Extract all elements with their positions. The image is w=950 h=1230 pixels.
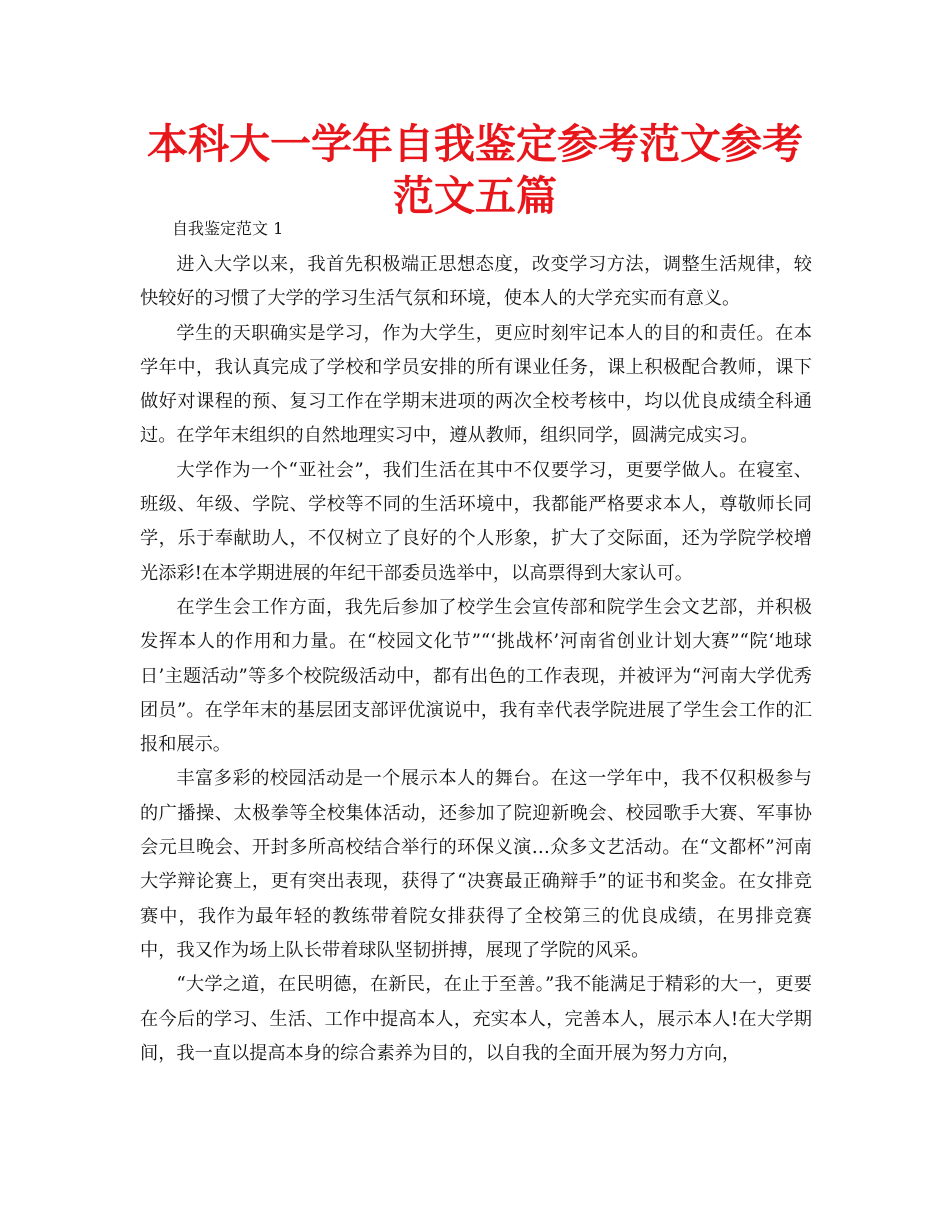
document-title: 本科大一学年自我鉴定参考范文参考范文五篇 xyxy=(147,120,803,220)
paragraph: 丰富多彩的校园活动是一个展示本人的舞台。在这一学年中，我不仅积极参与的广播操、太极拳等全校集体活动，还参加了院迎新晚会、校园歌手大赛、军事协会元旦晚会、开封多所高校结合举行的环保义演…众多文艺活动。在“文都杯”河南大学辩论赛上，更有突出表现，获得了“决赛最正确辩手”的证书和奖金。在女排竞赛中，我作为最年轻的教练带着院女排获得了全校第三的优良成绩，在男排竞赛中，我又作为场上队长带着球队坚韧拼搏，展现了学院的风采。 xyxy=(140,768,812,961)
paragraph: 学生的天职确实是学习，作为大学生，更应时刻牢记本人的目的和责任。在本学年中，我认真完成了学校和学员安排的所有课业任务，课上积极配合教师，课下做好对课程的预、复习工作在学期末进项的两次全校考核中，均以优良成绩全科通过。在学年末组织的自然地理实习中，遵从教师，组织同学，圆满完成实习。 xyxy=(140,322,812,447)
document-body xyxy=(140,214,812,1071)
paragraph: 进入大学以来，我首先积极端正思想态度，改变学习方法，调整生活规律，较快较好的习惯了大学的学习生活气氛和环境，使本人的大学充实而有意义。 xyxy=(140,254,812,310)
paragraph: 大学作为一个“亚社会”，我们生活在其中不仅要学习，更要学做人。在寝室、班级、年级、学院、学校等不同的生活环境中，我都能严格要求本人，尊敬师长同学，乐于奉献助人，不仅树立了良好的个人形象，扩大了交际面，还为学院学校增光添彩!在本学期进展的年纪干部委员选举中，以高票得到大家认可。 xyxy=(140,459,812,584)
paragraph: 在学生会工作方面，我先后参加了校学生会宣传部和院学生会文艺部，并积极发挥本人的作用和力量。在“校园文化节”“‘挑战杯’河南省创业计划大赛”“院‘地球日’主题活动”等多个校院级活动中，都有出色的工作表现，并被评为“河南大学优秀团员”。在学年末的基层团支部评优演说中，我有幸代表学院进展了学生会工作的汇报和展示。 xyxy=(140,596,812,756)
paragraph: “大学之道，在民明德，在新民，在止于至善。”我不能满足于精彩的大一，更要在今后的学习、生活、工作中提高本人，充实本人，完善本人，展示本人!在大学期间，我一直以提高本身的综合素养为目的，以自我的全面开展为努力方向， xyxy=(140,974,812,1064)
section-heading: 自我鉴定范文 1 xyxy=(172,219,284,238)
